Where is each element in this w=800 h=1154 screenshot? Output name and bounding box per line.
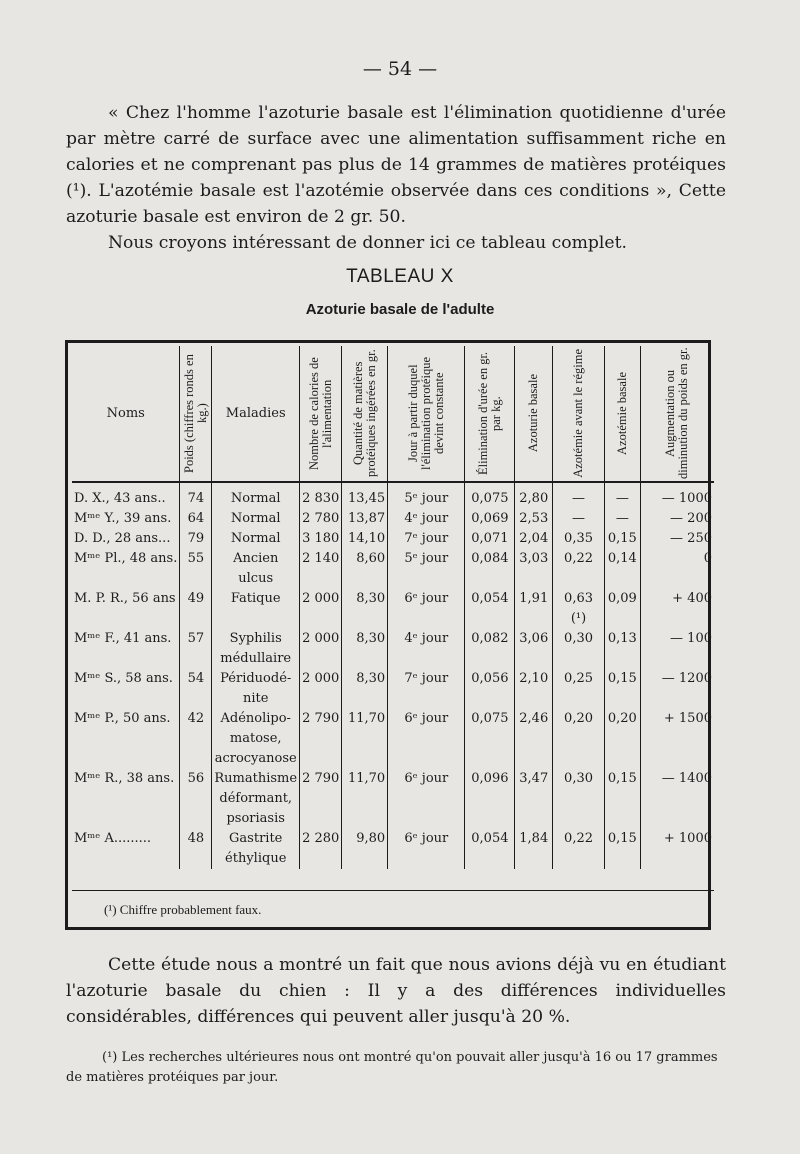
cell-azoturie: 3,06 xyxy=(515,629,553,669)
cell-augmentation: + 400 xyxy=(672,591,712,606)
cell-augmentation: — 1400 xyxy=(661,771,712,786)
cell-nom: D. D., 28 ans... xyxy=(72,529,180,549)
cell-jour: 6ᵉ jour xyxy=(388,829,465,869)
page-number: — 54 — xyxy=(362,58,438,80)
header-augmentation: Augmentation ou diminution du poids en gr. xyxy=(640,346,714,482)
cell-nom: Mᵐᵉ Pl., 48 ans. xyxy=(72,549,180,589)
cell-maladie: Syphilis médullaire xyxy=(212,629,300,669)
cell-maladie: Périduodé- nite xyxy=(212,669,300,709)
header-noms: Noms xyxy=(72,346,180,482)
cell-calories: 2 790 xyxy=(300,709,342,769)
cell-augmentation: — 200 xyxy=(670,511,712,526)
cell-poids: 79 xyxy=(180,529,212,549)
cell-poids: 42 xyxy=(180,709,212,769)
cell-azotemie-basale: 0,09 xyxy=(604,589,640,629)
table-row xyxy=(72,509,714,529)
cell-augmentation: — 1200 xyxy=(661,671,712,686)
cell-quantite: 13,87 xyxy=(342,509,388,529)
table-row xyxy=(72,769,714,829)
conclusion-paragraph: Cette étude nous a montré un fait que nous avions déjà vu en étudiant l'azoturie basale du chien : Il y a des différences individuelles considérables, différences qui peuvent aller jusqu'à 20 %. xyxy=(66,955,726,1027)
cell-calories: 3 180 xyxy=(300,529,342,549)
cell-quantite: 8,30 xyxy=(342,629,388,669)
cell-poids: 48 xyxy=(180,829,212,869)
cell-nom: Mᵐᵉ S., 58 ans. xyxy=(72,669,180,709)
cell-elimination: 0,054 xyxy=(465,589,515,629)
cell-azotemie-basale: 0,20 xyxy=(604,709,640,769)
cell-azotemie-basale: — xyxy=(604,482,640,509)
cell-quantite: 8,30 xyxy=(342,669,388,709)
cell-poids: 56 xyxy=(180,769,212,829)
cell-maladie: Normal xyxy=(212,529,300,549)
table-row xyxy=(72,482,714,509)
cell-azotemie-basale: 0,14 xyxy=(604,549,640,589)
cell-jour: 4ᵉ jour xyxy=(388,509,465,529)
cell-augmentation: — 100 xyxy=(670,631,712,646)
cell-augmentation: 0 xyxy=(703,551,712,566)
intro-text xyxy=(66,100,726,256)
cell-maladie: Normal xyxy=(212,509,300,529)
cell-maladie: Fatique xyxy=(212,589,300,629)
cell-elimination: 0,069 xyxy=(465,509,515,529)
header-calories: Nombre de calories de l'alimentation xyxy=(300,346,342,482)
header-poids: Poids (chiffres ronds en kg.) xyxy=(180,346,212,482)
cell-elimination: 0,082 xyxy=(465,629,515,669)
cell-azoturie: 2,53 xyxy=(515,509,553,529)
cell-elimination: 0,075 xyxy=(465,709,515,769)
footnote xyxy=(66,1048,726,1088)
cell-poids: 54 xyxy=(180,669,212,709)
table-note: (¹) Chiffre probablement faux. xyxy=(104,902,262,917)
header-azoturie: Azoturie basale xyxy=(515,346,553,482)
cell-elimination: 0,056 xyxy=(465,669,515,709)
cell-azotemie-basale: 0,13 xyxy=(604,629,640,669)
cell-maladie: Normal xyxy=(212,482,300,509)
cell-nom: Mᵐᵉ A......... xyxy=(72,829,180,869)
table-row xyxy=(72,629,714,669)
cell-nom: M. P. R., 56 ans xyxy=(72,589,180,629)
cell-azoturie: 2,10 xyxy=(515,669,553,709)
cell-calories: 2 000 xyxy=(300,629,342,669)
cell-calories: 2 000 xyxy=(300,669,342,709)
cell-calories: 2 830 xyxy=(300,482,342,509)
cell-poids: 57 xyxy=(180,629,212,669)
cell-azotemie-avant: 0,25 xyxy=(553,669,605,709)
cell-elimination: 0,096 xyxy=(465,769,515,829)
cell-azotemie-avant: 0,30 xyxy=(553,629,605,669)
cell-elimination: 0,071 xyxy=(465,529,515,549)
table-row xyxy=(72,709,714,769)
cell-azoturie: 2,04 xyxy=(515,529,553,549)
table-row xyxy=(72,669,714,709)
cell-calories: 2 790 xyxy=(300,769,342,829)
cell-azotemie-avant: 0,35 xyxy=(553,529,605,549)
cell-calories: 2 140 xyxy=(300,549,342,589)
cell-azoturie: 3,03 xyxy=(515,549,553,589)
intro-paragraph-2: Nous croyons intéressant de donner ici ce tableau complet. xyxy=(108,233,627,253)
cell-azoturie: 3,47 xyxy=(515,769,553,829)
cell-quantite: 13,45 xyxy=(342,482,388,509)
cell-azoturie: 2,46 xyxy=(515,709,553,769)
table-title: TABLEAU X xyxy=(346,266,454,287)
cell-augmentation: — 250 xyxy=(670,531,712,546)
cell-calories: 2 000 xyxy=(300,589,342,629)
cell-elimination: 0,075 xyxy=(465,482,515,509)
table-header-row xyxy=(72,346,714,482)
cell-azotemie-basale: 0,15 xyxy=(604,669,640,709)
table-row xyxy=(72,589,714,629)
cell-jour: 5ᵉ jour xyxy=(388,482,465,509)
cell-azotemie-avant: 0,30 xyxy=(553,769,605,829)
cell-azotemie-basale: 0,15 xyxy=(604,769,640,829)
cell-augmentation: + 1500 xyxy=(663,711,712,726)
cell-elimination: 0,054 xyxy=(465,829,515,869)
table-row xyxy=(72,529,714,549)
header-elimination: Élimination d'urée en gr. par kg. xyxy=(465,346,515,482)
cell-azotemie-avant: 0,63 (¹) xyxy=(553,589,605,629)
table-note-divider xyxy=(72,890,714,891)
cell-jour: 5ᵉ jour xyxy=(388,549,465,589)
cell-nom: D. X., 43 ans.. xyxy=(72,482,180,509)
cell-azotemie-avant: — xyxy=(553,482,605,509)
cell-calories: 2 280 xyxy=(300,829,342,869)
cell-jour: 6ᵉ jour xyxy=(388,709,465,769)
cell-jour: 7ᵉ jour xyxy=(388,529,465,549)
header-azotemie-basale: Azotémie basale xyxy=(604,346,640,482)
azoturie-table xyxy=(72,346,714,869)
cell-nom: Mᵐᵉ F., 41 ans. xyxy=(72,629,180,669)
cell-azotemie-avant: 0,22 xyxy=(553,549,605,589)
cell-poids: 55 xyxy=(180,549,212,589)
footnote-text: (¹) Les recherches ultérieures nous ont montré qu'on pouvait aller jusqu'à 16 ou 17 grammes de matières protéiques par jour. xyxy=(66,1050,718,1085)
cell-maladie: Adénolipo- matose, acrocyanose xyxy=(212,709,300,769)
cell-poids: 64 xyxy=(180,509,212,529)
cell-poids: 74 xyxy=(180,482,212,509)
header-quantite: Quantité de matières protéiques ingérées en gr. xyxy=(342,346,388,482)
cell-elimination: 0,084 xyxy=(465,549,515,589)
cell-maladie: Gastrite éthylique xyxy=(212,829,300,869)
cell-azotemie-basale: — xyxy=(604,509,640,529)
cell-jour: 4ᵉ jour xyxy=(388,629,465,669)
conclusion-text xyxy=(66,952,726,1030)
header-azotemie-avant: Azotémie avant le régime xyxy=(553,346,605,482)
cell-azotemie-basale: 0,15 xyxy=(604,529,640,549)
cell-nom: Mᵐᵉ Y., 39 ans. xyxy=(72,509,180,529)
cell-quantite: 9,80 xyxy=(342,829,388,869)
cell-quantite: 11,70 xyxy=(342,709,388,769)
cell-quantite: 11,70 xyxy=(342,769,388,829)
cell-quantite: 8,60 xyxy=(342,549,388,589)
intro-paragraph-1: « Chez l'homme l'azoturie basale est l'élimination quotidienne d'urée par mètre carré de surface avec une alimentation suffisamment riche en calories et ne comprenant pas plus de 14 grammes de matières protéiques (¹). L'azotémie basale est l'azotémie observée dans ces conditions », Cette azoturie basale est environ de 2 gr. 50. xyxy=(66,103,726,227)
cell-augmentation: — 1000 xyxy=(661,491,712,506)
cell-jour: 6ᵉ jour xyxy=(388,589,465,629)
cell-azoturie: 1,91 xyxy=(515,589,553,629)
cell-azoturie: 2,80 xyxy=(515,482,553,509)
cell-maladie: Rumathisme déformant, psoriasis xyxy=(212,769,300,829)
table-row xyxy=(72,549,714,589)
cell-quantite: 14,10 xyxy=(342,529,388,549)
cell-azoturie: 1,84 xyxy=(515,829,553,869)
cell-calories: 2 780 xyxy=(300,509,342,529)
cell-poids: 49 xyxy=(180,589,212,629)
cell-augmentation: + 1000 xyxy=(663,831,712,846)
cell-nom: Mᵐᵉ R., 38 ans. xyxy=(72,769,180,829)
cell-jour: 7ᵉ jour xyxy=(388,669,465,709)
table-subtitle: Azoturie basale de l'adulte xyxy=(305,301,495,318)
table-row xyxy=(72,829,714,869)
cell-nom: Mᵐᵉ P., 50 ans. xyxy=(72,709,180,769)
cell-azotemie-basale: 0,15 xyxy=(604,829,640,869)
cell-azotemie-avant: 0,20 xyxy=(553,709,605,769)
cell-jour: 6ᵉ jour xyxy=(388,769,465,829)
cell-quantite: 8,30 xyxy=(342,589,388,629)
header-jour: Jour à partir duquel l'élimination protéique devint constante xyxy=(388,346,465,482)
cell-azotemie-avant: — xyxy=(553,509,605,529)
header-maladies: Maladies xyxy=(212,346,300,482)
cell-azotemie-avant: 0,22 xyxy=(553,829,605,869)
cell-maladie: Ancien ulcus xyxy=(212,549,300,589)
